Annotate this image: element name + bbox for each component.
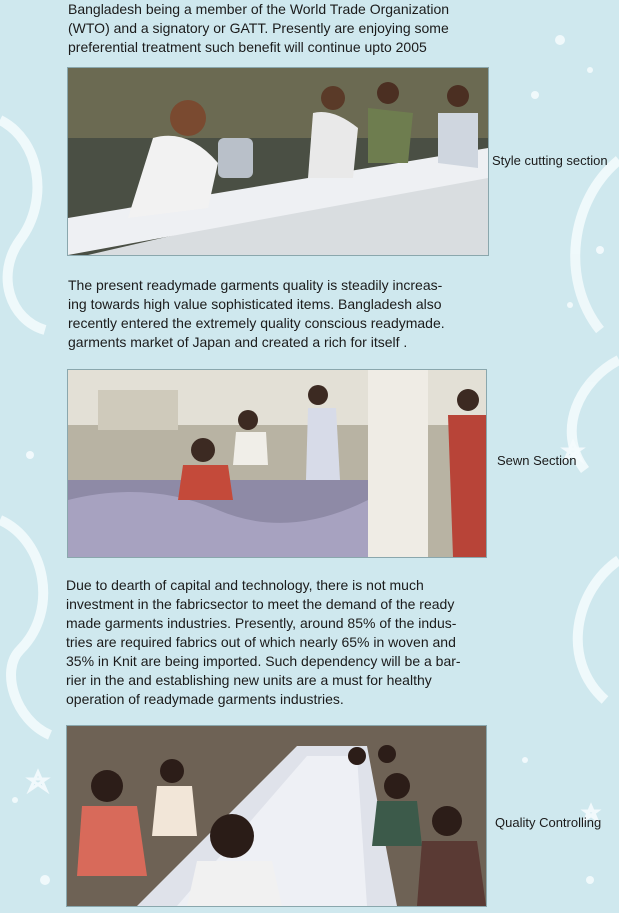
photo-style-cutting: [67, 67, 489, 256]
paragraph-wto: [68, 0, 482, 57]
caption-sewn-section: Sewn Section: [497, 453, 577, 468]
text-line: recently entered the extremely quality conscious readymade.: [68, 315, 445, 331]
text-line: made garments industries. Presently, around 85% of the indus-: [66, 615, 457, 631]
paragraph-quality: [68, 276, 484, 352]
text-line: investment in the fabricsector to meet the demand of the ready: [66, 596, 455, 612]
text-line: rier in the and establishing new units are a must for healthy: [66, 672, 432, 688]
text-line: ing towards high value sophisticated items. Bangladesh also: [68, 296, 442, 312]
caption-quality-controlling: Quality Controlling: [495, 815, 602, 830]
text-line: Bangladesh being a member of the World Trade Organization: [68, 1, 450, 17]
text-line: preferential treatment such benefit will continue upto 2005: [68, 39, 427, 55]
text-line: operation of readymade garments industries.: [66, 691, 344, 707]
caption-style-cutting: Style cutting section: [492, 153, 608, 168]
text-line: The present readymade garments quality is steadily increas-: [68, 277, 443, 293]
text-line: garments market of Japan and created a rich for itself .: [68, 334, 408, 350]
photo-quality-controlling: [66, 725, 487, 907]
photo-sewn-section: [67, 369, 487, 558]
paragraph-fabric: [66, 576, 485, 709]
text-line: tries are required fabrics out of which nearly 65% in woven and: [66, 634, 456, 650]
text-line: (WTO) and a signatory or GATT. Presently are enjoying some: [68, 20, 449, 36]
text-line: 35% in Knit are being imported. Such dependency will be a bar-: [66, 653, 461, 669]
text-line: Due to dearth of capital and technology, there is not much: [66, 577, 424, 593]
